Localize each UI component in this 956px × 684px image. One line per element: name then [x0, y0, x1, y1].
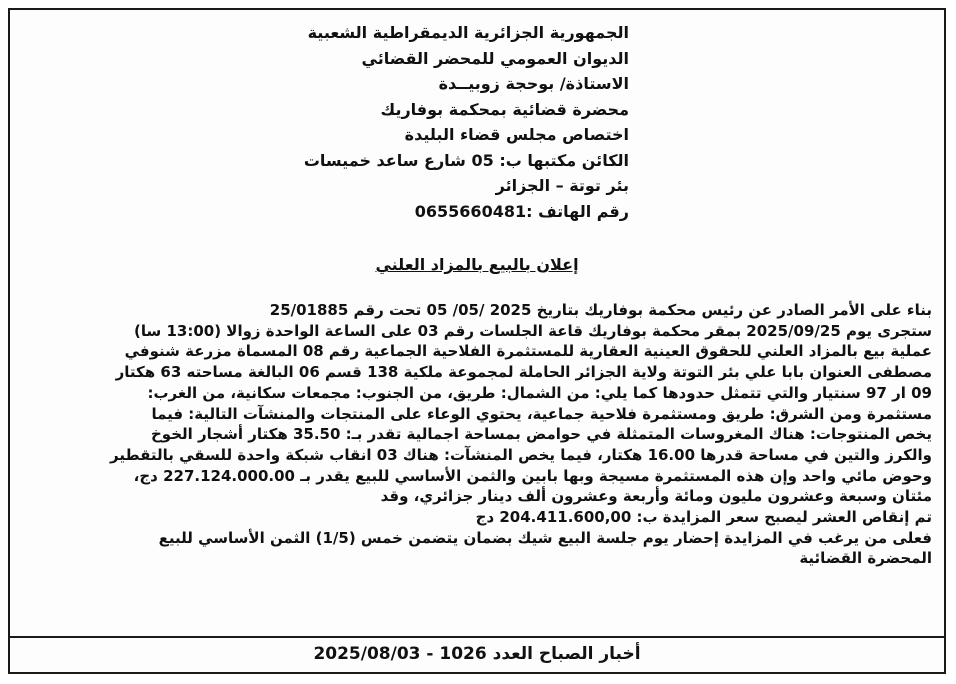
office-name: الديوان العمومي للمحضر القضائي: [361, 48, 629, 68]
notice-title-wrap: [10, 255, 944, 274]
office-city: بئر توتة – الجزائر: [495, 176, 629, 195]
body-line: وحوض مائي واحد وإن هذه المستثمرة مسيجة وبها بابين والثمن الأساسي للبيع يقدر بـ 227.124.000.00 دج،: [133, 466, 932, 485]
letterhead: [304, 20, 629, 224]
body-line: فعلى من يرغب في المزايدة إحضار يوم جلسة البيع شيك بضمان يتضمن خمس (1/5) الثمن الأساسي للبيع: [158, 528, 932, 547]
republic-name: الجمهورية الجزائرية الديمقراطية الشعبية: [307, 23, 629, 42]
body-line: تم إنقاص العشر ليصبح سعر المزايدة ب: 204.411.600,00 دج: [475, 508, 932, 527]
publication-footer: أخبار الصباح العدد 1026 - 2025/08/03: [313, 644, 641, 664]
body-line: مئتان وسبعة وعشرون مليون ومائة وأربعة وعشرون ألف دينار جزائري، وقد: [380, 487, 932, 506]
notice-title: إعلان بالبيع بالمزاد العلني: [375, 255, 579, 274]
footer-divider: [10, 636, 944, 638]
notice-body: [28, 300, 932, 569]
body-line: 09 ار 97 سنتيار والتي تتمثل حدودها كما يلي: من الشمال: طريق، من الجنوب: مجمعات سكانية، من الغرب:: [147, 383, 932, 402]
office-address: الكائن مكتبها ب: 05 شارع ساعد خميسات: [303, 150, 629, 170]
body-line: يخص المنتوجات: هناك المغروسات المتمثلة في حوامض بمساحة اجمالية تقدر بـ: 35.50 هكتار أشجار الخوخ: [151, 425, 932, 444]
body-line: والكرز والتين في مساحة قدرها 16.00 هكتار، فيما يخص المنشآت: هناك 03 انقاب شبكة واحدة للسقي بالتقطير: [110, 445, 932, 464]
jurisdiction: اختصاص مجلس قضاء البليدة: [404, 125, 629, 144]
body-line: مستثمرة ومن الشرق: طريق ومستثمرة فلاحية جماعية، يحتوي الوعاء على المنتجات والمنشآت التالية: فيما: [151, 404, 932, 423]
body-line: مصطفى العنوان بابا علي بئر التوتة ولاية الجزائر الحاملة لمجموعة ملكية 138 قسم 06 البالغة مساحته 63 هكتار: [115, 363, 932, 382]
bailiff-court: محضرة قضائية بمحكمة بوفاريك: [380, 99, 629, 119]
auction-notice: [8, 8, 946, 674]
body-line: ستجرى يوم 2025/09/25 بمقر محكمة بوفاريك قاعة الجلسات رقم 03 على الساعة الواحدة زوالا (13:00 سا): [133, 321, 932, 340]
signature-line: المحضرة القضائية: [799, 549, 932, 568]
bailiff-name: الاستاذة/ بوحجة زوبيــدة: [438, 74, 629, 93]
body-line: بناء على الأمر الصادر عن رئيس محكمة بوفاريك بتاريخ 2025 /05/ 05 تحت رقم 25/01885: [269, 301, 932, 319]
body-line: عملية بيع بالمزاد العلني للحقوق العينية العقارية للمستثمرة الفلاحية الجماعية رقم 08 المسماة مزرعة شنوفي: [124, 342, 932, 361]
phone-number: رقم الهاتف :0655660481: [414, 201, 629, 221]
